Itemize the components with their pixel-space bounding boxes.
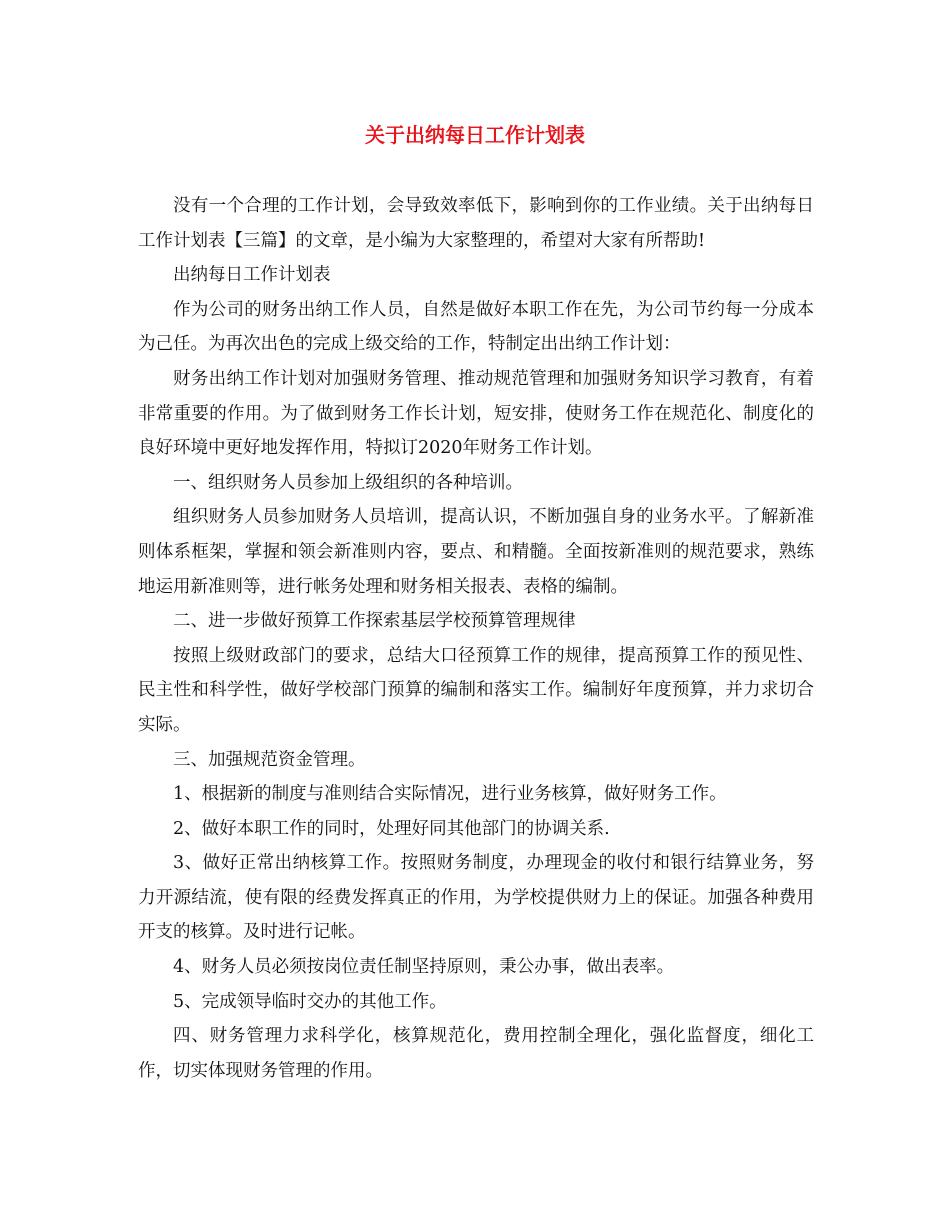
list-item: 2、做好本职工作的同时，处理好同其他部门的协调关系. — [173, 818, 610, 839]
list-item: 5、完成领导临时交办的其他工作。 — [173, 991, 447, 1012]
document-body — [138, 189, 814, 1088]
list-item: 4、财务人员必须按岗位责任制坚持原则，秉公办事，做出表率。 — [173, 957, 675, 978]
section-heading: 四、财务管理力求科学化，核算规范化，费用控制全理化，强化监督度，细化工作，切实体现财务管理的作用。 — [138, 1026, 814, 1081]
paragraph: 财务出纳工作计划对加强财务管理、推动规范管理和加强财务知识学习教育，有着非常重要的作用。为了做到财务工作长计划，短安排，使财务工作在规范化、制度化的良好环境中更好地发挥作用，特拟订2020年财务工作计划。 — [138, 368, 814, 459]
paragraph: 作为公司的财务出纳工作人员，自然是做好本职工作在先，为公司节约每一分成本为己任。为再次出色的完成上级交给的工作，特制定出出纳工作计划： — [138, 299, 814, 355]
list-item: 3、做好正常出纳核算工作。按照财务制度，办理现金的收付和银行结算业务，努力开源结流，使有限的经费发挥真正的作用，为学校提供财力上的保证。加强各种费用开支的核算。及时进行记帐。 — [138, 853, 814, 943]
paragraph: 组织财务人员参加财务人员培训，提高认识，不断加强自身的业务水平。了解新准则体系框架，掌握和领会新准则内容，要点、和精髓。全面按新准则的规范要求，熟练地运用新准则等，进行帐务处理和财务相关报表、表格的编制。 — [138, 507, 814, 597]
list-item: 1、根据新的制度与准则结合实际情况，进行业务核算，做好财务工作。 — [173, 784, 727, 805]
document-title: 关于出纳每日工作计划表 — [365, 123, 585, 147]
section-heading: 二、进一步做好预算工作探索基层学校预算管理规律 — [173, 611, 576, 632]
paragraph: 按照上级财政部门的要求，总结大口径预算工作的规律，提高预算工作的预见性、民主性和科学性，做好学校部门预算的编制和落实工作。编制好年度预算，并力求切合实际。 — [138, 645, 814, 735]
paragraph: 没有一个合理的工作计划，会导致效率低下，影响到你的工作业绩。关于出纳每日工作计划表【三篇】的文章，是小编为大家整理的，希望对大家有所帮助! — [138, 196, 814, 251]
paragraph-subtitle: 出纳每日工作计划表 — [173, 265, 331, 286]
section-heading: 三、加强规范资金管理。 — [173, 749, 366, 770]
section-heading: 一、组织财务人员参加上级组织的各种培训。 — [173, 472, 523, 493]
